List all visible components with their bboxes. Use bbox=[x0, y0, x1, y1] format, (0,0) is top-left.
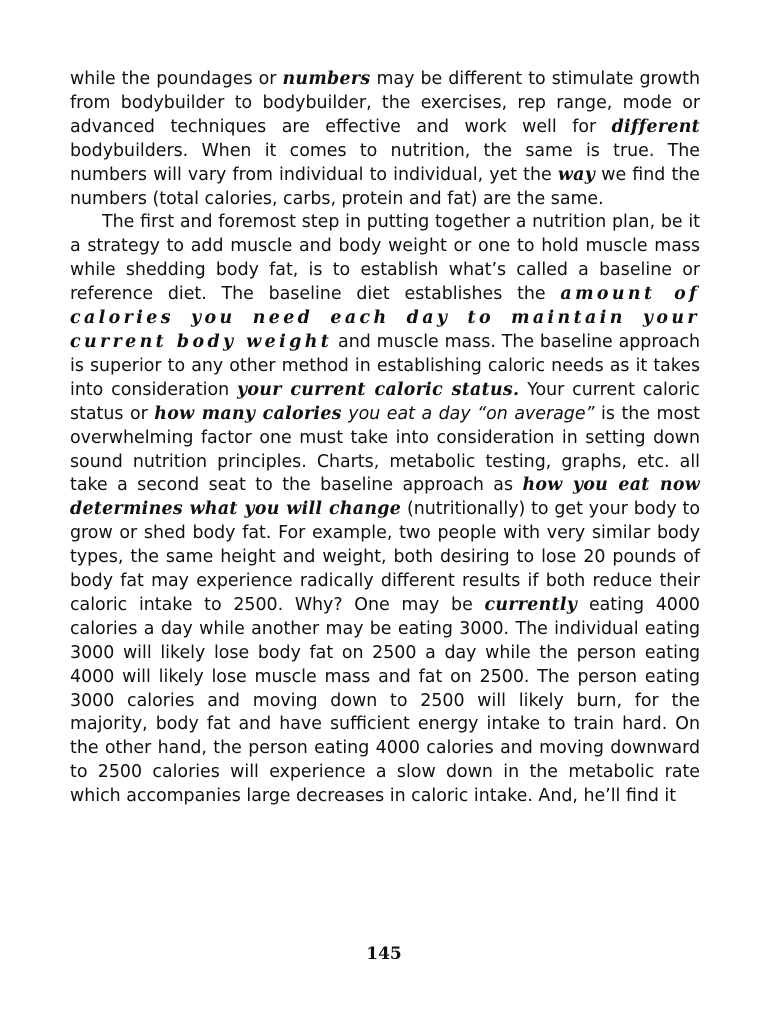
text-span: is the most overwhelming factor one must take into consideration in setting down sound nutrition principles. Charts, metabolic testing, graphs, etc. all take a second seat to the baseline approach as bbox=[70, 403, 700, 496]
emphasis-currently: currently bbox=[484, 594, 578, 615]
emphasis-different: different bbox=[611, 116, 700, 137]
emphasis-current-caloric-status: your current caloric status. bbox=[236, 379, 520, 400]
emphasis-numbers: numbers bbox=[282, 69, 371, 89]
text-span: Your current caloric status or bbox=[70, 379, 700, 424]
text-span: and muscle mass. The baseline approach is superior to any other method in establishing caloric needs as it takes into consideration bbox=[70, 331, 700, 400]
text-span: The first and foremost step in putting together a nutrition plan, be it a strategy to add muscle and body weight or one to hold muscle mass while shedding body fat, is to establish what’s called a baseline or reference diet. The baseline diet establishes the bbox=[70, 212, 700, 305]
paragraph-1 bbox=[70, 68, 700, 211]
text-span: we find the numbers (total calories, carbs, protein and fat) are the same. bbox=[70, 164, 700, 209]
text-span: (nutritionally) to get your body to grow or shed body fat. For example, two people with very similar body types, the same height and weight, both desiring to lose 20 pounds of body fat may experience radically different results if both reduce their caloric intake to 2500. Why? One may be bbox=[70, 499, 700, 615]
emphasis-how-many-calories: how many calories bbox=[154, 403, 342, 424]
text-span: while the poundages or bbox=[70, 69, 283, 89]
text-span: bodybuilders. When it comes to nutrition, the same is true. The numbers will vary from individual to individual, yet the bbox=[70, 140, 700, 185]
paragraph-2 bbox=[70, 211, 700, 809]
text-span: eating 4000 calories a day while another may be eating 3000. The individual eating 3000 will likely lose body fat on 2500 a day while the person eating 4000 will likely lose muscle mass and fat on 2500. The person eating 3000 calories and moving down to 2500 will likely burn, for the majority, body fat and have sufficient energy intake to train hard. On the other hand, the person eating 4000 calories and moving downward to 2500 calories will experience a slow down in the metabolic rate which accompanies large decreases in caloric intake. And, he’ll find it bbox=[70, 594, 700, 807]
italic-on-average: you eat a day “on average” bbox=[341, 403, 595, 424]
emphasis-way: way bbox=[557, 164, 596, 185]
page-body bbox=[70, 68, 700, 809]
emphasis-amount-of-calories: amount of calories you need each day to maintain your current body weight bbox=[70, 284, 700, 352]
emphasis-how-you-eat-now: how you eat now determines what you will change bbox=[70, 475, 700, 520]
text-span: may be different to stimulate growth from bodybuilder to bodybuilder, the exercises, rep range, mode or advanced techniques are effective and work well for bbox=[70, 69, 700, 137]
page-number: 145 bbox=[366, 944, 402, 964]
